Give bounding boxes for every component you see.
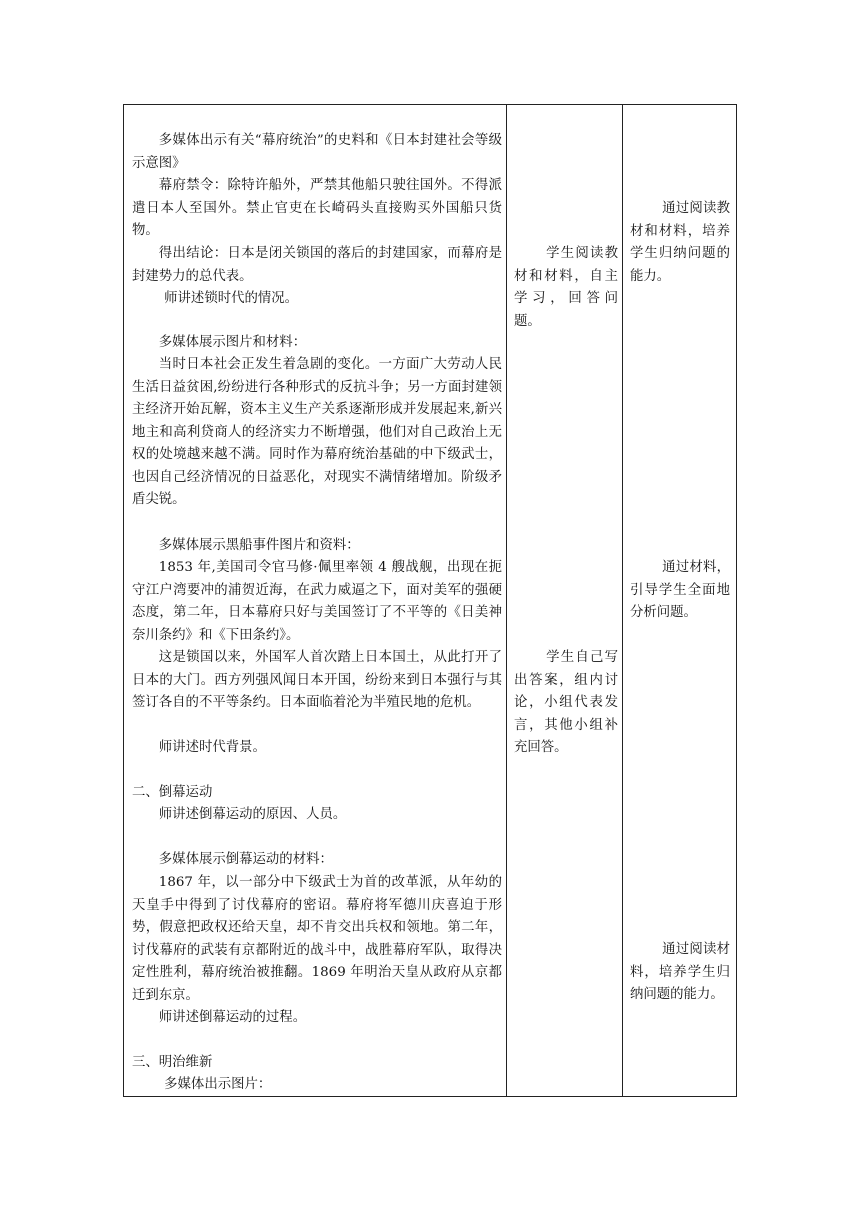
teacher-process-paragraph: 师讲述倒幕运动的过程。 — [158, 1010, 307, 1025]
boshin-media-paragraph: 多媒体展示倒幕运动的材料： — [158, 852, 333, 867]
design-intent-3: 通过阅读材料，培养学生归纳问题的能力。 — [630, 942, 730, 1002]
lesson-plan-table — [123, 104, 737, 1097]
design-intent-1: 通过阅读教材和材料，培养学生归纳问题的能力。 — [630, 201, 730, 284]
shogunate-decree-paragraph: 幕府禁令：除特许船外，严禁其他船只驶往国外。不得派遣日本人至国外。禁止官吏在长崎码头直接购买外国船只货物。 — [132, 178, 502, 238]
design-intent-2: 通过材料，引导学生全面地分析问题。 — [630, 560, 730, 620]
media-intro-paragraph: 多媒体出示有关“幕府统治”的史料和《日本封建社会等级示意图》 — [132, 133, 502, 171]
student-activity-column — [514, 105, 618, 1096]
meiji-media-paragraph: 多媒体出示图片： — [164, 1077, 272, 1092]
opening-of-japan-paragraph: 这是锁国以来，外国军人首次踏上日本国土，从此打开了日本的大门。西方列强风闻日本开国，纷纷来到日本强行与其签订各自的不平等条约。日本面临着沦为半殖民地的危机。 — [132, 650, 502, 710]
teacher-background-paragraph: 师讲述时代背景。 — [158, 740, 266, 755]
column-divider-2 — [622, 105, 623, 1096]
teacher-activity-column — [132, 105, 502, 1096]
black-ships-intro-paragraph: 多媒体展示黑船事件图片和资料： — [158, 538, 360, 553]
design-intent-column — [630, 105, 730, 1096]
perry-expedition-paragraph: 1853 年,美国司令官马修·佩里率领 4 艘战舰，出现在扼守江户湾要冲的浦贺近海，在武力威逼之下，面对美军的强硬态度，第二年，日本幕府只好与美国签订了不平等的《日美神奈川条约》和《下田条约》。 — [132, 560, 502, 643]
teacher-cause-paragraph: 师讲述倒幕运动的原因、人员。 — [158, 807, 347, 822]
teacher-note-paragraph: 师讲述锁时代的情况。 — [164, 291, 299, 306]
section-heading-3: 三、明治维新 — [132, 1055, 213, 1070]
column-divider-1 — [506, 105, 507, 1096]
media-show-paragraph: 多媒体展示图片和材料： — [158, 335, 307, 350]
section-heading-2: 二、倒幕运动 — [132, 785, 213, 800]
boshin-material-paragraph: 1867 年，以一部分中下级武士为首的改革派，从年幼的天皇手中得到了讨伐幕府的密诏。幕府将军德川庆喜迫于形势，假意把政权还给天皇，却不肯交出兵权和领地。第二年，讨伐幕府的武装有京都附近的战斗中，战胜幕府军队，取得决定性胜利，幕府统治被推翻。1869 年明治天皇从政府从京都迁到东京。 — [132, 875, 502, 1003]
social-change-paragraph: 当时日本社会正发生着急剧的变化。一方面广大劳动人民生活日益贫困,纷纷进行各种形式的反抗斗争；另一方面封建领主经济开始瓦解，资本主义生产关系逐渐形成并发展起来,新兴地主和高利贷商人的经济实力不断增强，他们对自己政治上无权的处境越来越不满。同时作为幕府统治基础的中下级武士，也因自己经济情况的日益恶化，对现实不满情绪增加。阶级矛盾尖锐。 — [132, 357, 502, 507]
student-activity-1: 学生阅读教材和材料，自主学习，回答问题。 — [514, 246, 618, 329]
student-activity-2: 学生自己写出答案，组内讨论，小组代表发言，其他小组补充回答。 — [514, 650, 618, 755]
conclusion-paragraph: 得出结论：日本是闭关锁国的落后的封建国家，而幕府是封建势力的总代表。 — [132, 246, 502, 284]
